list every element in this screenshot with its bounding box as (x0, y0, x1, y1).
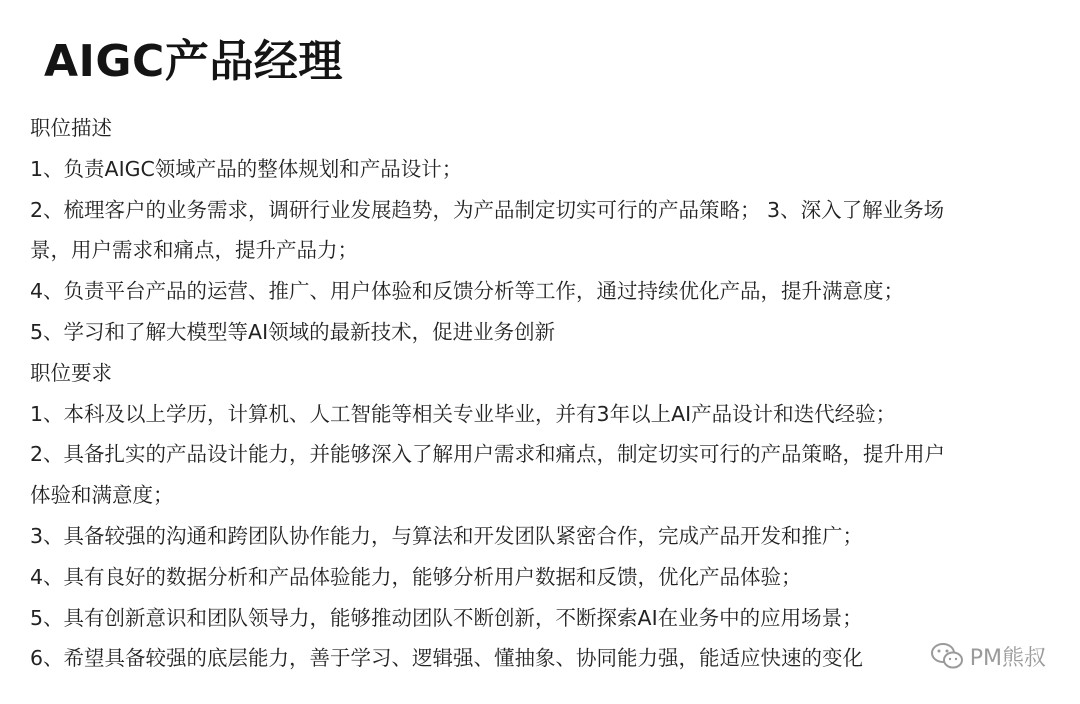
requirement-item: 3、具备较强的沟通和跨团队协作能力，与算法和开发团队紧密合作，完成产品开发和推广； (30, 523, 864, 548)
description-item: 2、梳理客户的业务需求，调研行业发展趋势，为产品制定切实可行的产品策略； 3、深入了解业务场 (30, 197, 945, 222)
description-heading: 职位描述 (30, 116, 112, 140)
requirement-item: 1、本科及以上学历，计算机、人工智能等相关专业毕业，并有3年以上AI产品设计和迭代经验； (30, 401, 897, 426)
page-title: AIGC产品经理 (44, 36, 343, 87)
requirements-heading: 职位要求 (30, 360, 112, 385)
requirement-item: 6、希望具备较强的底层能力，善于学习、逻辑强、懂抽象、协同能力强，能适应快速的变化 (30, 646, 864, 671)
description-item: 5、学习和了解大模型等AI领域的最新技术，促进业务创新 (30, 319, 556, 344)
requirement-item: 4、具有良好的数据分析和产品体验能力，能够分析用户数据和反馈，优化产品体验； (30, 564, 802, 589)
requirement-item: 5、具有创新意识和团队领导力，能够推动团队不断创新，不断探索AI在业务中的应用场景； (30, 605, 863, 630)
description-item: 景，用户需求和痛点，提升产品力； (30, 238, 358, 263)
watermark-text: PM熊叔 (969, 645, 1046, 671)
wechat-icon (930, 641, 964, 671)
watermark (930, 636, 1046, 676)
description-item: 4、负责平台产品的运营、推广、用户体验和反馈分析等工作，通过持续优化产品，提升满意度； (30, 279, 905, 304)
requirement-item: 体验和满意度； (30, 483, 174, 508)
requirement-item: 2、具备扎实的产品设计能力，并能够深入了解用户需求和痛点，制定切实可行的产品策略，提升用户 (30, 442, 946, 467)
job-content (30, 108, 1050, 679)
description-item: 1、负责AIGC领域产品的整体规划和产品设计； (30, 156, 463, 181)
